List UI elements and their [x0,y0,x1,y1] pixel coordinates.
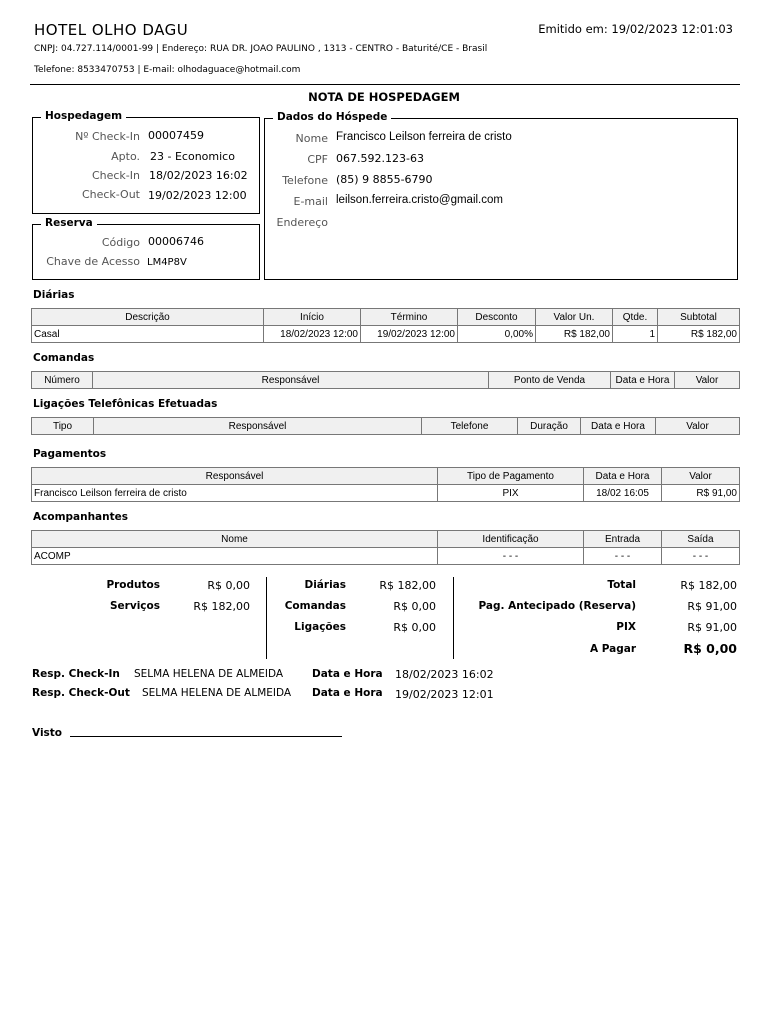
pagamentos-title: Pagamentos [33,448,107,460]
cell-desconto: 0,00% [458,326,536,343]
table-row [32,548,740,565]
pix-label: PIX [616,621,636,633]
pix-value: R$ 91,00 [687,621,737,634]
col-numero: Número [32,372,93,389]
table-row [32,485,740,502]
checkin-number-label: Nº Check-In [75,130,140,143]
cell-termino: 19/02/2023 12:00 [361,326,458,343]
col-nome: Nome [32,531,438,548]
emission-date: Emitido em: 19/02/2023 12:01:03 [538,22,733,36]
email-value: leilson.ferreira.cristo@gmail.com [336,194,503,206]
apto-label: Apto. [111,150,140,163]
company-contact: Telefone: 8533470753 | E-mail: olhodaguace@hotmail.com [34,65,301,75]
ligacoes-total-label: Ligações [294,621,346,633]
ligacoes-total-value: R$ 0,00 [393,621,436,634]
cpf-value: 067.592.123-63 [336,152,424,165]
col-inicio: Início [264,309,361,326]
apagar-label: A Pagar [589,643,636,655]
document-title: NOTA DE HOSPEDAGEM [308,90,460,104]
diarias-total-label: Diárias [304,579,346,591]
col-descricao: Descrição [32,309,264,326]
ligacoes-table [31,417,740,435]
totals-divider-right [453,577,454,659]
apto-value: 23 - Economico [150,150,235,163]
resp-checkout-label: Resp. Check-Out [32,687,130,699]
cell-subtotal: R$ 182,00 [658,326,740,343]
cell-identificacao: - - - [438,548,584,565]
ligacoes-header-row [32,418,740,435]
cpf-label: CPF [307,153,328,166]
telefone-label: Telefone [282,174,328,187]
col-identificacao: Identificação [438,531,584,548]
nome-label: Nome [295,132,328,145]
servicos-value: R$ 182,00 [193,600,250,613]
chave-label: Chave de Acesso [46,255,140,268]
produtos-value: R$ 0,00 [207,579,250,592]
resp-checkin-name: SELMA HELENA DE ALMEIDA [134,668,284,680]
resp-checkout-dh: 19/02/2023 12:01 [395,688,494,701]
cell-saida: - - - [662,548,740,565]
diarias-header-row [32,309,740,326]
comandas-total-label: Comandas [284,600,346,612]
col-saida: Saída [662,531,740,548]
cell-data-hora: 18/02 16:05 [584,485,662,502]
total-label: Total [607,579,636,591]
antecipado-value: R$ 91,00 [687,600,737,613]
cell-nome: ACOMP [32,548,438,565]
cell-entrada: - - - [584,548,662,565]
acompanhantes-title: Acompanhantes [33,511,129,523]
col-tipo: Tipo [32,418,94,435]
col-valor: Valor [662,468,740,485]
cell-qtde: 1 [613,326,658,343]
col-responsavel: Responsável [93,372,489,389]
diarias-title: Diárias [33,289,75,301]
checkin-value: 18/02/2023 16:02 [149,169,248,182]
visto-label: Visto [32,727,63,739]
endereco-label: Endereço [276,216,328,229]
checkin-number: 00007459 [148,129,204,142]
resp-checkin-dh: 18/02/2023 16:02 [395,668,494,681]
diarias-table [31,308,740,343]
company-info: CNPJ: 04.727.114/0001-99 | Endereço: RUA DR. JOAO PAULINO , 1313 - CENTRO - Baturité/CE - Brasil [34,44,488,54]
col-data-hora: Data e Hora [611,372,675,389]
comandas-table [31,371,740,389]
comandas-total-value: R$ 0,00 [393,600,436,613]
chave-value: LM4P8V [147,257,187,268]
hospede-title: Dados do Hóspede [273,111,391,123]
pagamentos-table [31,467,740,502]
codigo-value: 00006746 [148,235,204,248]
email-label: E-mail [293,195,328,208]
col-termino: Término [361,309,458,326]
col-subtotal: Subtotal [658,309,740,326]
hotel-name: HOTEL OLHO DAGU [34,21,189,39]
telefone-value: (85) 9 8855-6790 [336,173,433,186]
acompanhantes-table [31,530,740,565]
acompanhantes-header-row [32,531,740,548]
cell-valor: R$ 91,00 [662,485,740,502]
checkin-label: Check-In [91,169,140,182]
col-duracao: Duração [518,418,581,435]
col-telefone: Telefone [422,418,518,435]
col-valor: Valor [675,372,740,389]
signature-line [70,736,342,737]
col-qtde: Qtde. [613,309,658,326]
diarias-total-value: R$ 182,00 [379,579,436,592]
resp-checkout-dh-label: Data e Hora [312,687,383,699]
antecipado-label: Pag. Antecipado (Reserva) [478,600,636,612]
col-responsavel: Responsável [94,418,422,435]
codigo-label: Código [101,236,140,249]
produtos-label: Produtos [106,579,160,591]
hospedagem-title: Hospedagem [41,110,126,122]
col-tipo-pagamento: Tipo de Pagamento [438,468,584,485]
cell-descricao: Casal [32,326,264,343]
cell-valor-un: R$ 182,00 [536,326,613,343]
nome-value: Francisco Leilson ferreira de cristo [336,131,512,143]
cell-tipo-pagamento: PIX [438,485,584,502]
col-data-hora: Data e Hora [584,468,662,485]
header-divider [30,84,740,85]
cell-inicio: 18/02/2023 12:00 [264,326,361,343]
table-row [32,326,740,343]
servicos-label: Serviços [110,600,160,612]
resp-checkin-dh-label: Data e Hora [312,668,383,680]
resp-checkin-label: Resp. Check-In [32,668,120,680]
col-valor-un: Valor Un. [536,309,613,326]
reserva-box [32,217,260,280]
apagar-value: R$ 0,00 [683,641,737,656]
pagamentos-header-row [32,468,740,485]
checkout-label: Check-Out [81,188,140,201]
comandas-title: Comandas [33,352,95,364]
col-entrada: Entrada [584,531,662,548]
col-valor: Valor [656,418,740,435]
col-data-hora: Data e Hora [581,418,656,435]
checkout-value: 19/02/2023 12:00 [148,189,247,202]
col-ponto-venda: Ponto de Venda [489,372,611,389]
ligacoes-title: Ligações Telefônicas Efetuadas [33,398,218,410]
reserva-title: Reserva [41,217,97,229]
col-desconto: Desconto [458,309,536,326]
total-value: R$ 182,00 [680,579,737,592]
resp-checkout-name: SELMA HELENA DE ALMEIDA [142,687,292,699]
comandas-header-row [32,372,740,389]
cell-responsavel: Francisco Leilson ferreira de cristo [32,485,438,502]
col-responsavel: Responsável [32,468,438,485]
